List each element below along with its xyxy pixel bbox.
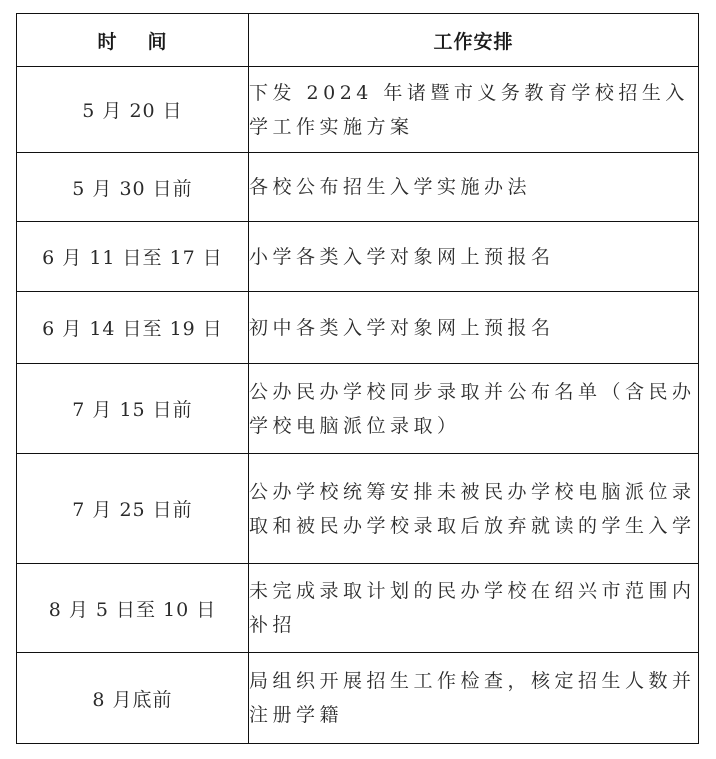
- table-row: [17, 653, 699, 744]
- work-cell: 各校公布招生入学实施办法: [249, 153, 699, 222]
- table-row: [17, 153, 699, 222]
- header-time-char-2: 间: [147, 30, 168, 53]
- header-time-char-1: 时: [97, 30, 118, 53]
- table-row: [17, 292, 699, 364]
- enrollment-schedule-table: [16, 13, 699, 744]
- work-cell: 未完成录取计划的民办学校在绍兴市范围内补招: [249, 564, 699, 653]
- header-time: [17, 14, 249, 67]
- time-cell: 8 月底前: [17, 653, 249, 744]
- time-cell: 5 月 30 日前: [17, 153, 249, 222]
- work-cell: 小学各类入学对象网上预报名: [249, 222, 699, 292]
- work-cell: 下发 2024 年诸暨市义务教育学校招生入学工作实施方案: [249, 67, 699, 153]
- header-work: 工作安排: [249, 14, 699, 67]
- table-row: [17, 454, 699, 564]
- table-row: [17, 564, 699, 653]
- table-row: [17, 364, 699, 454]
- time-cell: 7 月 25 日前: [17, 454, 249, 564]
- table-row: [17, 222, 699, 292]
- work-cell: 公办民办学校同步录取并公布名单（含民办学校电脑派位录取）: [249, 364, 699, 454]
- table-row: [17, 67, 699, 153]
- time-cell: 6 月 11 日至 17 日: [17, 222, 249, 292]
- time-cell: 5 月 20 日: [17, 67, 249, 153]
- work-cell: 局组织开展招生工作检查，核定招生人数并注册学籍: [249, 653, 699, 744]
- work-cell: 公办学校统筹安排未被民办学校电脑派位录取和被民办学校录取后放弃就读的学生入学: [249, 454, 699, 564]
- time-cell: 7 月 15 日前: [17, 364, 249, 454]
- time-cell: 8 月 5 日至 10 日: [17, 564, 249, 653]
- work-cell: 初中各类入学对象网上预报名: [249, 292, 699, 364]
- time-cell: 6 月 14 日至 19 日: [17, 292, 249, 364]
- table-header-row: [17, 14, 699, 67]
